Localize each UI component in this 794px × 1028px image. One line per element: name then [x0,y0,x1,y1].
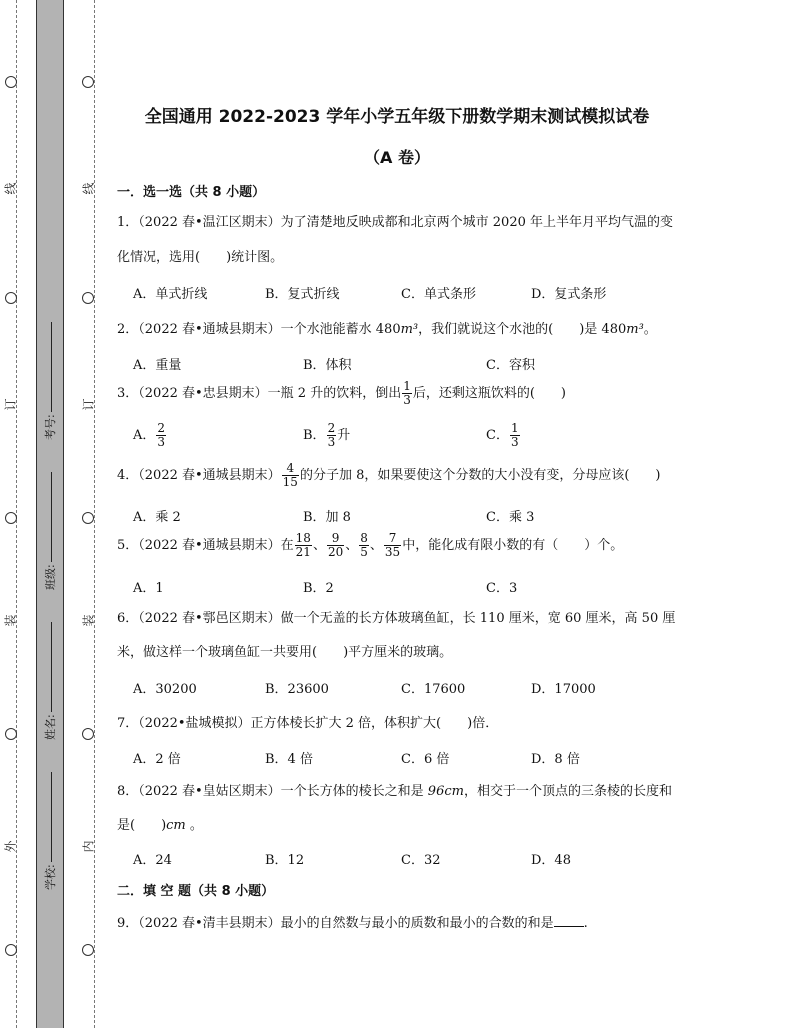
fraction: $\frac{1}{3}$ [403,379,411,407]
option-c[interactable]: C． $\frac{1}{3}$ [486,421,519,449]
option-b[interactable]: B．2 [303,581,334,596]
question-5-text: 5．（2022 春•通城县期末）在 $\frac{18}{21}$ 、 $\frac{9}{20}$ 、 $\frac{8}{5}$ 、 $\frac{7}{35}$ 中，能化成有限小数的有（ ）个。 [117,531,624,559]
option-b[interactable]: B．12 [265,853,305,868]
option-c[interactable]: C．32 [401,853,441,868]
option-a[interactable]: A．乘 2 [133,510,181,525]
question-1-text: 1．（2022 春•温江区期末）为了清楚地反映成都和北京两个城市 2020 年上半年月平均气温的变 [117,215,674,230]
option-a[interactable]: A．重量 [133,358,182,373]
name-field[interactable]: 姓名: [42,622,58,740]
option-a[interactable]: A．24 [133,853,172,868]
option-b[interactable]: B．加 8 [303,510,351,525]
binding-hole [82,292,94,304]
binding-hole [5,76,17,88]
question-4-text: 4．（2022 春•通城县期末） $\frac{4}{15}$ 的分子加 8，如果要使这个分数的大小没有变，分母应该( ) [117,461,661,489]
outer-label: 装 [3,614,18,627]
inner-dashed-line [94,0,95,1028]
binding-margin [0,0,110,1028]
inner-label: 装 [81,614,96,627]
option-a[interactable]: A． $\frac{2}{3}$ [133,421,166,449]
option-d[interactable]: D．8 倍 [531,752,580,767]
inner-label: 内 [81,840,96,853]
exam-title: 全国通用 2022-2023 学年小学五年级下册数学期末测试模拟试卷 [144,107,650,127]
question-9-text: 9．（2022 春•清丰县期末）最小的自然数与最小的质数和最小的合数的和是 . [117,916,588,931]
question-7-text: 7．（2022•盐城模拟）正方体棱长扩大 2 倍，体积扩大( )倍． [117,716,499,731]
fraction: $\frac{9}{20}$ [327,531,344,559]
inner-label: 线 [81,182,96,195]
question-8-text: 8．（2022 春•皇姑区期末）一个长方体的棱长之和是 96cm，相交于一个顶点的三条棱的长度和 [117,784,672,799]
binding-hole [5,728,17,740]
section-heading: 二．填 空 题（共 8 小题） [117,884,275,899]
option-c[interactable]: C．6 倍 [401,752,450,767]
binding-hole [5,292,17,304]
fraction: $\frac{7}{35}$ [384,531,401,559]
option-a[interactable]: A．单式折线 [133,287,208,302]
option-c[interactable]: C．容积 [486,358,535,373]
option-c[interactable]: C．乘 3 [486,510,535,525]
option-b[interactable]: B．体积 [303,358,352,373]
question-8-text-cont: 是( )cm 。 [117,818,203,833]
outer-label: 外 [3,840,18,853]
fraction: $\frac{4}{15}$ [282,461,298,489]
binding-hole [82,512,94,524]
option-c[interactable]: C．3 [486,581,518,596]
fraction: $\frac{8}{5}$ [360,531,368,559]
binding-hole [5,512,17,524]
question-3-text: 3．（2022 春•忠县期末）一瓶 2 升的饮料，倒出 $\frac{1}{3}$ 后，还剩这瓶饮料的( ) [117,379,566,407]
binding-hole [82,944,94,956]
option-d[interactable]: D．17000 [531,682,596,697]
fraction: $\frac{18}{21}$ [295,531,311,559]
school-field[interactable]: 学校: [42,772,58,890]
section-heading: 一．选一选（共 8 小题） [117,185,266,200]
class-field[interactable]: 班级: [42,472,58,590]
binding-hole [82,76,94,88]
question-2-text: 2．（2022 春•通城县期末）一个水池能蓄水 480m³，我们就说这个水池的( )是 480m³。 [117,322,657,337]
option-c[interactable]: C．17600 [401,682,466,697]
option-b[interactable]: B．23600 [265,682,329,697]
outer-label: 订 [3,398,18,411]
outer-label: 线 [3,182,18,195]
exam-number-field[interactable]: 考号: [42,322,58,440]
binding-hole [82,728,94,740]
answer-blank[interactable] [554,926,584,927]
question-6-text-cont: 米，做这样一个玻璃鱼缸一共要用( )平方厘米的玻璃。 [117,645,453,660]
option-a[interactable]: A．1 [133,581,164,596]
option-a[interactable]: A．2 倍 [133,752,181,767]
option-b[interactable]: B． $\frac{2}{3}$ 升 [303,421,351,449]
question-1-text-cont: 化情况，选用( )统计图。 [117,250,284,265]
option-d[interactable]: D．复式条形 [531,287,607,302]
option-d[interactable]: D．48 [531,853,571,868]
option-b[interactable]: B．复式折线 [265,287,340,302]
question-6-text: 6．（2022 春•鄠邑区期末）做一个无盖的长方体玻璃鱼缸，长 110 厘米，宽 60 厘米，高 50 厘 [117,611,676,626]
exam-subtitle: （A 卷） [364,148,430,167]
inner-label: 订 [81,398,96,411]
option-a[interactable]: A．30200 [133,682,197,697]
binding-hole [5,944,17,956]
option-b[interactable]: B．4 倍 [265,752,313,767]
option-c[interactable]: C．单式条形 [401,287,476,302]
